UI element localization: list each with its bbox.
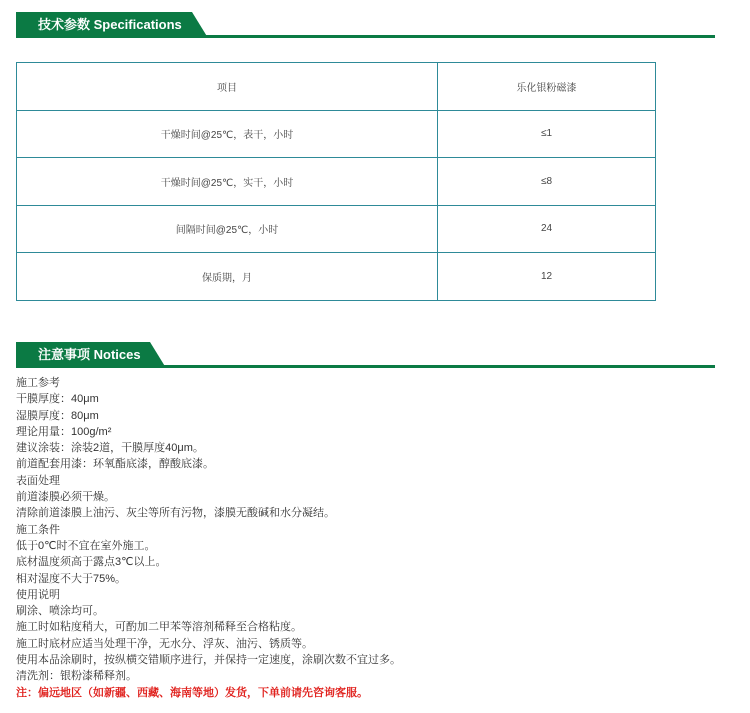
notice-line: 低于0℃时不宜在室外施工。 [16, 539, 156, 552]
notice-line: 施工时如粘度稍大，可酌加二甲苯等溶剂稀释至合格粘度。 [16, 621, 302, 634]
table-row [17, 110, 656, 158]
shipping-warning: 注：偏远地区（如新疆、西藏、海南等地）发货，下单前请先咨询客服。 [16, 686, 368, 699]
notice-line: 清洗剂：银粉漆稀释剂。 [16, 670, 137, 683]
notices-list [16, 375, 401, 701]
table-cell-item: 间隔时间@25℃，小时 [17, 205, 438, 253]
notice-line: 底材温度须高于露点3℃以上。 [16, 556, 167, 569]
header-divider [201, 35, 715, 38]
notice-heading: 表面处理 [16, 474, 60, 487]
column-header-item: 项目 [17, 63, 438, 111]
notice-heading: 施工条件 [16, 523, 60, 536]
notice-heading: 使用说明 [16, 588, 60, 601]
notice-line: 干膜厚度：40μm [16, 393, 99, 406]
table-row [17, 253, 656, 301]
table-cell-item: 保质期，月 [17, 253, 438, 301]
notice-line: 使用本品涂刷时，按纵横交错顺序进行，并保持一定速度，涂刷次数不宜过多。 [16, 654, 401, 667]
table-cell-value: 12 [438, 253, 656, 301]
notices-header [16, 342, 715, 368]
specifications-title: 技术参数 Specifications [38, 17, 182, 32]
notice-line: 湿膜厚度：80μm [16, 409, 99, 422]
table-cell-item: 干燥时间@25℃，表干，小时 [17, 110, 438, 158]
specifications-header [16, 12, 715, 38]
table-cell-value: ≤8 [438, 158, 656, 206]
table-cell-item: 干燥时间@25℃，实干，小时 [17, 158, 438, 206]
notice-line: 相对湿度不大于75%。 [16, 572, 127, 585]
table-cell-value: 24 [438, 205, 656, 253]
notice-line: 清除前道漆膜上油污、灰尘等所有污物，漆膜无酸碱和水分凝结。 [16, 507, 335, 520]
table-row [17, 205, 656, 253]
table-cell-value: ≤1 [438, 110, 656, 158]
column-header-product: 乐化银粉磁漆 [438, 63, 656, 111]
notice-line: 理论用量：100g/m² [16, 425, 112, 438]
notice-line: 施工时底材应适当处理干净，无水分、浮灰、油污、锈质等。 [16, 637, 313, 650]
notice-line: 前道配套用漆：环氧酯底漆，醇酸底漆。 [16, 458, 214, 471]
notice-line: 前道漆膜必须干燥。 [16, 491, 115, 504]
table-row [17, 158, 656, 206]
header-divider [159, 365, 715, 368]
specifications-table [16, 62, 656, 301]
notice-line: 建议涂装：涂装2道，干膜厚度40μm。 [16, 442, 204, 455]
notice-heading: 施工参考 [16, 377, 60, 389]
notice-line: 刷涂、喷涂均可。 [16, 605, 104, 618]
table-header-row [17, 63, 656, 111]
notices-title: 注意事项 Notices [38, 347, 141, 362]
